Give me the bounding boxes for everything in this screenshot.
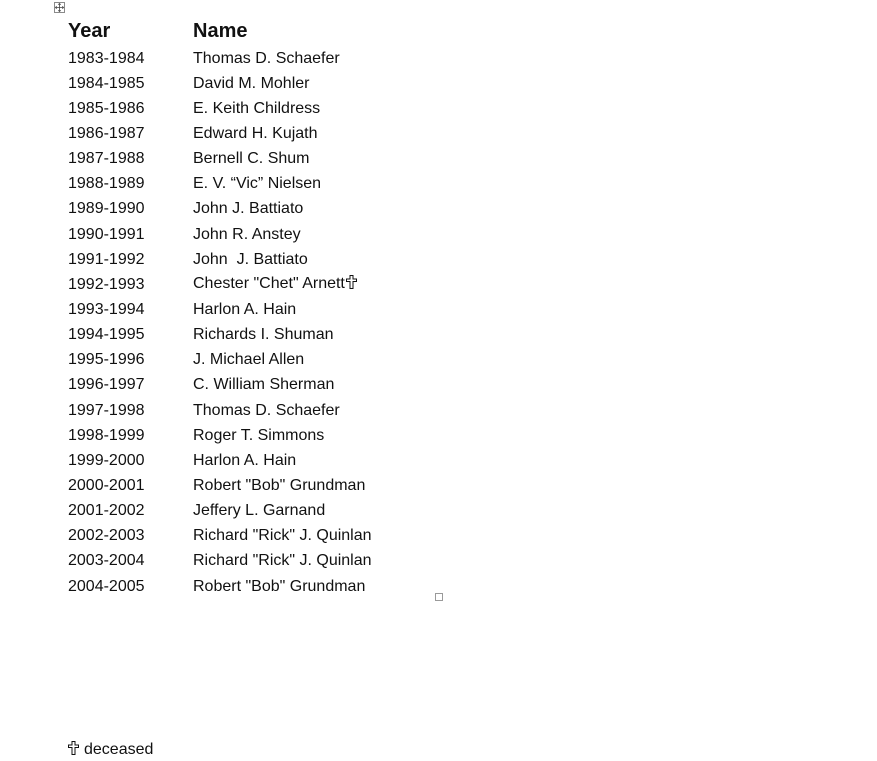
name-text: Chester "Chet" Arnett (193, 275, 345, 293)
table-row (68, 247, 372, 272)
name-text: John J. Battiato (193, 200, 304, 218)
name-cell (193, 275, 357, 294)
year-cell: 1983-1984 (68, 49, 145, 67)
name-cell (193, 100, 320, 118)
table-row (68, 524, 372, 549)
name-text: Richards I. Shuman (193, 326, 334, 344)
table-row (68, 197, 372, 222)
name-cell (193, 226, 301, 244)
header-name: Name (193, 20, 248, 42)
name-text: Jeffery L. Garnand (193, 502, 326, 520)
year-cell: 1998-1999 (68, 426, 145, 444)
name-text: Thomas D. Schaefer (193, 49, 340, 67)
name-text: E. Keith Childress (193, 99, 321, 117)
table-row (68, 398, 372, 423)
name-cell (193, 452, 296, 470)
year-cell: 1991-1992 (68, 250, 145, 268)
year-cell: 1999-2000 (68, 451, 145, 469)
year-cell: 2004-2005 (68, 577, 145, 595)
table-row (68, 121, 372, 146)
table-row (68, 71, 372, 96)
name-cell (193, 251, 308, 269)
year-cell: 1994-1995 (68, 326, 145, 344)
name-text: Richard "Rick" J. Quinlan (193, 527, 372, 545)
name-text: David M. Mohler (193, 74, 310, 92)
table-row (68, 574, 372, 599)
table-move-handle[interactable] (54, 2, 65, 13)
table-row (68, 323, 372, 348)
year-cell: 1995-1996 (68, 351, 145, 369)
name-cell (193, 477, 365, 495)
year-cell: 2000-2001 (68, 476, 145, 494)
year-cell: 1993-1994 (68, 300, 145, 318)
name-cell (193, 200, 303, 218)
name-cell (193, 527, 372, 545)
name-cell (193, 175, 321, 193)
name-cell (193, 75, 309, 93)
year-cell: 2002-2003 (68, 527, 145, 545)
name-cell (193, 376, 334, 394)
name-cell (193, 578, 365, 596)
cross-icon (346, 275, 357, 294)
name-cell (193, 150, 310, 168)
year-cell: 1989-1990 (68, 200, 145, 218)
name-text: Richard "Rick" J. Quinlan (193, 552, 372, 570)
year-cell: 1988-1989 (68, 175, 145, 193)
name-text: Thomas D. Schaefer (193, 401, 340, 419)
name-text: Harlon A. Hain (193, 300, 297, 318)
table-body (68, 46, 372, 599)
name-text: Robert "Bob" Grundman (193, 476, 366, 494)
year-cell: 1984-1985 (68, 74, 145, 92)
table-row (68, 272, 372, 297)
year-cell: 1992-1993 (68, 275, 145, 293)
table-row (68, 549, 372, 574)
name-cell (193, 326, 334, 344)
table-row (68, 373, 372, 398)
name-cell (193, 125, 318, 143)
table-row (68, 147, 372, 172)
year-cell: 1996-1997 (68, 376, 145, 394)
name-text: John R. Anstey (193, 225, 301, 243)
table-row (68, 222, 372, 247)
name-text: C. William Sherman (193, 376, 335, 394)
name-cell (193, 351, 304, 369)
name-cell (193, 402, 340, 420)
table-header-row (68, 17, 372, 43)
header-year: Year (68, 20, 111, 42)
table-row (68, 423, 372, 448)
name-text: Robert "Bob" Grundman (193, 577, 366, 595)
year-cell: 1987-1988 (68, 150, 145, 168)
table-row (68, 499, 372, 524)
year-cell: 2003-2004 (68, 552, 145, 570)
year-cell: 1985-1986 (68, 99, 145, 117)
move-arrows-icon (55, 3, 64, 12)
name-text: J. Michael Allen (193, 351, 305, 369)
name-text: Bernell C. Shum (193, 150, 310, 168)
name-cell (193, 552, 372, 570)
year-cell: 1986-1987 (68, 124, 145, 142)
year-cell: 2001-2002 (68, 502, 145, 520)
name-cell (193, 502, 325, 520)
roster-table (68, 17, 372, 599)
name-text: E. V. “Vic” Nielsen (193, 175, 322, 193)
table-resize-handle[interactable] (435, 593, 443, 601)
name-text: Edward H. Kujath (193, 124, 318, 142)
name-text: Roger T. Simmons (193, 426, 325, 444)
table-row (68, 473, 372, 498)
name-cell (193, 301, 296, 319)
table-row (68, 172, 372, 197)
cross-icon (68, 741, 79, 761)
year-cell: 1997-1998 (68, 401, 145, 419)
table-row (68, 448, 372, 473)
name-cell (193, 427, 324, 445)
name-cell (193, 50, 340, 68)
table-row (68, 96, 372, 121)
table-row (68, 348, 372, 373)
year-cell: 1990-1991 (68, 225, 145, 243)
table-row (68, 46, 372, 71)
name-text: Harlon A. Hain (193, 451, 297, 469)
name-text: John J. Battiato (193, 250, 308, 268)
footnote-text: deceased (84, 741, 154, 758)
table-row (68, 297, 372, 322)
